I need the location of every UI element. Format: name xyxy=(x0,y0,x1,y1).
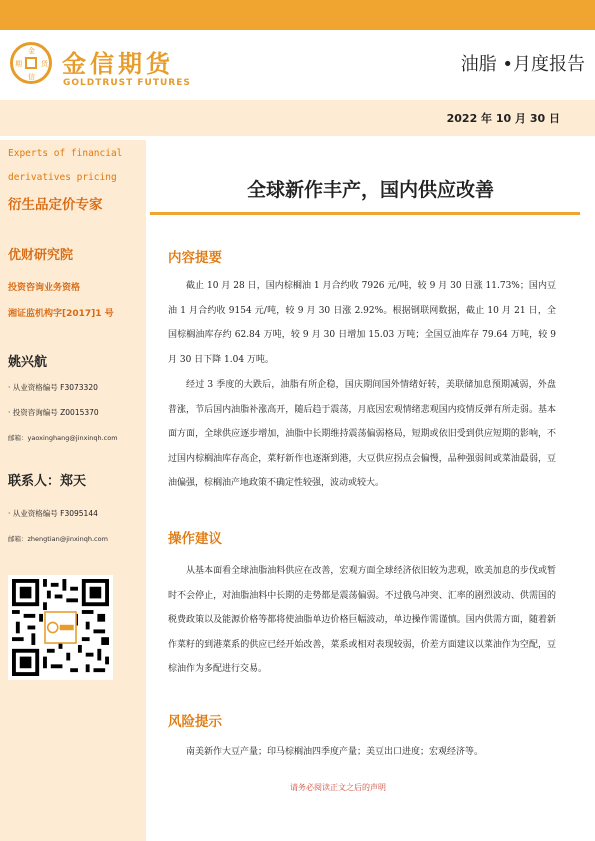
summary-paragraph-1: 截止 10 月 28 日，国内棕榈油 1 月合约收 7926 元/吨，较 9 月 30 日涨 11.73%；国内豆油 1 月合约收 9154 元/吨，较 9 月 30 日涨 2.92%。根据钢联网数据，截止 10 月 21 日，全国棕榈油库存约 62.84 万吨，较 9 月 30 日增加 15.03 万吨；全国豆油库存 79.64 万吨，较 9 月 30 日下降 1.04 万吨。 xyxy=(168,281,556,365)
analyst-license: · 从业资格编号 F3073320 xyxy=(8,383,98,392)
top-color-bar xyxy=(0,0,595,30)
logo-chinese-name: 金信期货 xyxy=(62,50,174,78)
analyst-consult-license: · 投资咨询编号 Z0015370 xyxy=(8,408,99,417)
analyst-name: 姚兴航 xyxy=(8,355,48,370)
qr-code-icon xyxy=(12,579,109,676)
advice-heading: 操作建议 xyxy=(168,531,222,547)
qualification-line-1: 投资咨询业务资格 xyxy=(8,283,81,293)
tagline-cn: 衍生品定价专家 xyxy=(8,197,103,213)
contact-license: · 从业资格编号 F3095144 xyxy=(8,509,98,518)
advice-paragraph: 从基本面看全球油脂油料供应在改善，宏观方面全球经济依旧较为悲观，欧美加息的步伐或暂时不会停止，对油脂油料中长期的走势都是震荡偏弱。不过俄乌冲突、汇率的剧烈波动、供需国的税费政策以及能源价格等都将使油脂单边价格巨幅波动，单边操作需谨慎。国内供需方面，随着新作菜籽的到港菜系的供应已经开始改善，菜系或相对表现较弱，价差方面建议以菜油作为空配，豆棕油作为多配进行交易。 xyxy=(168,566,556,675)
risk-heading: 风险提示 xyxy=(168,714,222,730)
left-sidebar xyxy=(0,140,146,841)
report-date: 2022 年 10 月 30 日 xyxy=(446,112,560,125)
report-title: 全球新作丰产，国内供应改善 xyxy=(246,179,494,201)
contact-email[interactable]: 邮箱：zhengtian@jinxinqh.com xyxy=(8,535,108,543)
qualification-line-2: 湘证监机构字[2017]1 号 xyxy=(8,309,114,319)
report-type: 油脂 •月度报告 xyxy=(460,54,585,75)
report-header xyxy=(0,30,595,100)
disclaimer-note: 请务必阅读正文之后的声明 xyxy=(290,783,386,792)
qr-code xyxy=(8,575,113,680)
contact-name: 联系人：郑天 xyxy=(8,474,87,489)
risk-paragraph: 南美新作大豆产量；印马棕榈油四季度产量；美豆出口进度；宏观经济等。 xyxy=(186,747,484,757)
coin-logo-icon: 金 信 期 货 xyxy=(10,42,52,84)
institute-name: 优财研究院 xyxy=(8,248,74,263)
title-divider xyxy=(150,212,580,215)
analyst-email[interactable]: 邮箱：yaoxinghang@jinxinqh.com xyxy=(8,434,118,442)
summary-heading: 内容提要 xyxy=(168,250,222,266)
tagline-en-1: Experts of financial xyxy=(8,148,123,159)
tagline-en-2: derivatives pricing xyxy=(8,172,117,183)
summary-paragraph-2: 经过 3 季度的大跌后，油脂有所企稳，国庆期间国外情绪好转，美联储加息预期减弱，外盘普涨，节后国内油脂补涨高开，随后趋于震荡，月底因宏观情绪悲观国内疫情反弹有所走弱。基本面方面，全球供应逐步增加，油脂中长期维持震荡偏弱格局，短期或依旧受到供应短期的影响，不过国内棕榈油库存高企，菜籽新作也逐渐到港，大豆供应拐点会偏慢，品种强弱间或菜油最弱，豆油偏强，棕榈油产地政策不确定性较强，波动或较大。 xyxy=(168,380,556,489)
logo-english-name: GOLDTRUST FUTURES xyxy=(63,78,191,88)
